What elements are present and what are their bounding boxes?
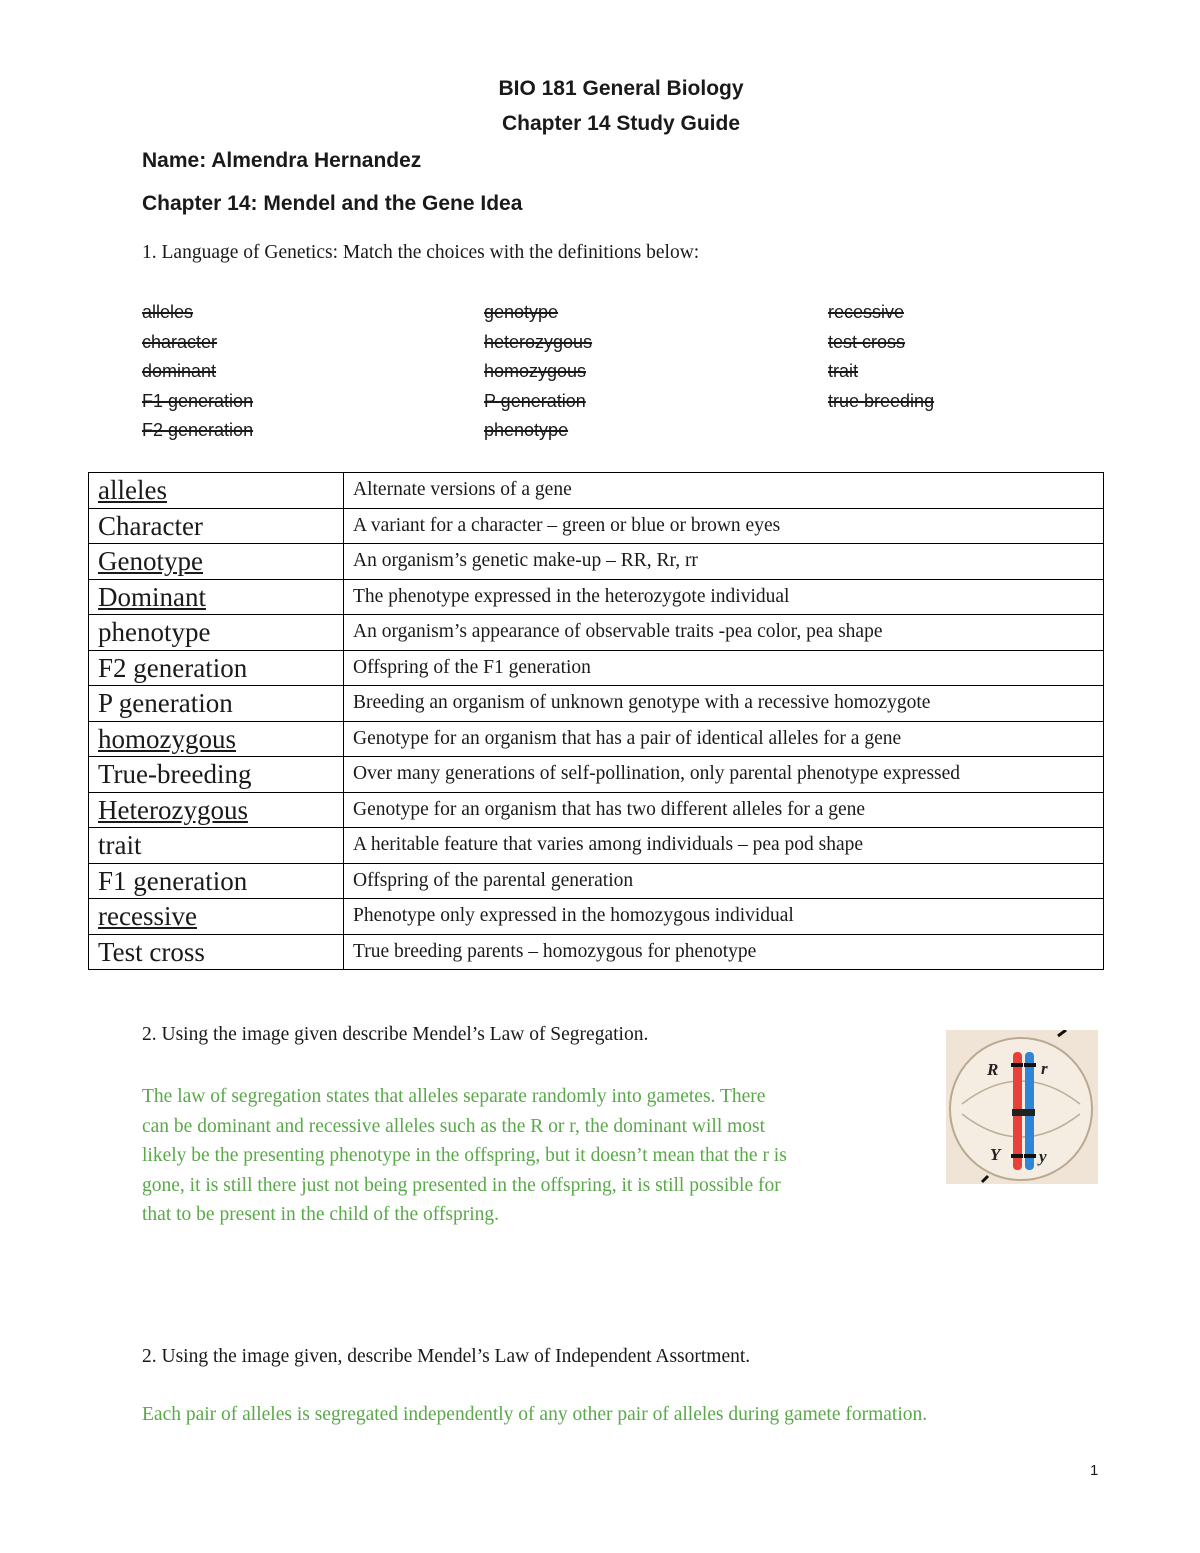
definition-cell: Alternate versions of a gene bbox=[344, 473, 1104, 509]
answer-line: gone, it is still there just not being presented in the offspring, it is still possible for bbox=[142, 1174, 781, 1196]
definition-cell: Genotype for an organism that has a pair of identical alleles for a gene bbox=[344, 721, 1104, 757]
table-row bbox=[89, 473, 1104, 509]
term-cell: F1 generation bbox=[89, 863, 344, 899]
term-cell: trait bbox=[89, 828, 344, 864]
study-guide-title: Chapter 14 Study Guide bbox=[501, 112, 741, 135]
table-row bbox=[89, 899, 1104, 935]
allele-label: r bbox=[1041, 1059, 1048, 1078]
word-bank-column-1 bbox=[142, 298, 253, 446]
word-bank-item: character bbox=[142, 331, 218, 352]
word-bank-item: F1 generation bbox=[142, 390, 254, 411]
question-3-answer: Each pair of alleles is segregated independently of any other pair of alleles during gamete formation. bbox=[142, 1404, 928, 1425]
definition-cell: True breeding parents – homozygous for phenotype bbox=[344, 934, 1104, 970]
term-cell: Character bbox=[89, 508, 344, 544]
word-bank-item: phenotype bbox=[484, 420, 569, 440]
definition-cell: A heritable feature that varies among individuals – pea pod shape bbox=[344, 828, 1104, 864]
chapter-heading: Chapter 14: Mendel and the Gene Idea bbox=[142, 192, 523, 215]
allele-label: y bbox=[1039, 1147, 1047, 1166]
word-bank-item: homozygous bbox=[484, 361, 587, 381]
word-bank-item: P generation bbox=[484, 390, 586, 411]
answer-line: can be dominant and recessive alleles such as the R or r, the dominant will most bbox=[142, 1115, 766, 1137]
table-row bbox=[89, 686, 1104, 722]
word-bank-column-2 bbox=[484, 298, 592, 446]
table-row bbox=[89, 615, 1104, 651]
allele-label: Y bbox=[990, 1145, 1001, 1164]
term-cell: True-breeding bbox=[89, 757, 344, 793]
term-cell: Test cross bbox=[89, 934, 344, 970]
table-row bbox=[89, 863, 1104, 899]
term-cell: Genotype bbox=[89, 544, 344, 580]
term-cell: phenotype bbox=[89, 615, 344, 651]
definitions-table bbox=[88, 472, 1104, 970]
table-row bbox=[89, 828, 1104, 864]
definition-cell: Phenotype only expressed in the homozygous individual bbox=[344, 899, 1104, 935]
chromosome-illustration bbox=[946, 1030, 1098, 1184]
definition-cell: An organism’s genetic make-up – RR, Rr, rr bbox=[344, 544, 1104, 580]
chromosome-figure bbox=[946, 1030, 1098, 1184]
term-cell: P generation bbox=[89, 686, 344, 722]
definition-cell: The phenotype expressed in the heterozygote individual bbox=[344, 579, 1104, 615]
definition-cell: Breeding an organism of unknown genotype with a recessive homozygote bbox=[344, 686, 1104, 722]
definition-cell: A variant for a character – green or blue or brown eyes bbox=[344, 508, 1104, 544]
word-bank-item: test cross bbox=[828, 331, 906, 352]
term-cell: homozygous bbox=[89, 721, 344, 757]
table-row bbox=[89, 792, 1104, 828]
term-cell: recessive bbox=[89, 899, 344, 935]
word-bank-item: F2 generation bbox=[142, 420, 254, 440]
answer-line: The law of segregation states that alleles separate randomly into gametes. There bbox=[142, 1086, 766, 1107]
allele-label: R bbox=[987, 1060, 999, 1079]
word-bank-item: heterozygous bbox=[484, 331, 593, 352]
word-bank-column-3 bbox=[828, 298, 934, 416]
word-bank-item: alleles bbox=[142, 302, 194, 322]
definition-cell: Over many generations of self-pollination, only parental phenotype expressed bbox=[344, 757, 1104, 793]
table-row bbox=[89, 579, 1104, 615]
table-row bbox=[89, 650, 1104, 686]
table-row bbox=[89, 934, 1104, 970]
word-bank-item: dominant bbox=[142, 361, 217, 381]
table-row bbox=[89, 757, 1104, 793]
definition-cell: An organism’s appearance of observable traits -pea color, pea shape bbox=[344, 615, 1104, 651]
term-cell: F2 generation bbox=[89, 650, 344, 686]
page-number: 1 bbox=[1090, 1462, 1099, 1479]
word-bank-item: genotype bbox=[484, 302, 559, 322]
table-row bbox=[89, 544, 1104, 580]
term-cell: alleles bbox=[89, 473, 344, 509]
word-bank-item: trait bbox=[828, 361, 859, 381]
word-bank-item: true breeding bbox=[828, 390, 935, 411]
table-row bbox=[89, 508, 1104, 544]
question-3-prompt: 2. Using the image given, describe Mendel’s Law of Independent Assortment. bbox=[142, 1346, 751, 1367]
definition-cell: Genotype for an organism that has two different alleles for a gene bbox=[344, 792, 1104, 828]
course-title: BIO 181 General Biology bbox=[498, 77, 744, 100]
answer-line: that to be present in the child of the offspring. bbox=[142, 1204, 500, 1225]
definition-cell: Offspring of the F1 generation bbox=[344, 650, 1104, 686]
student-name: Name: Almendra Hernandez bbox=[142, 149, 422, 172]
definition-cell: Offspring of the parental generation bbox=[344, 863, 1104, 899]
word-bank-item: recessive bbox=[828, 302, 905, 322]
term-cell: Dominant bbox=[89, 579, 344, 615]
answer-line: likely be the presenting phenotype in the offspring, but it doesn’t mean that the r is bbox=[142, 1145, 787, 1166]
question-2-answer bbox=[142, 1082, 787, 1230]
question-2-prompt: 2. Using the image given describe Mendel’s Law of Segregation. bbox=[142, 1024, 649, 1045]
question-1-prompt: 1. Language of Genetics: Match the choices with the definitions below: bbox=[142, 242, 700, 263]
term-cell: Heterozygous bbox=[89, 792, 344, 828]
table-row bbox=[89, 721, 1104, 757]
